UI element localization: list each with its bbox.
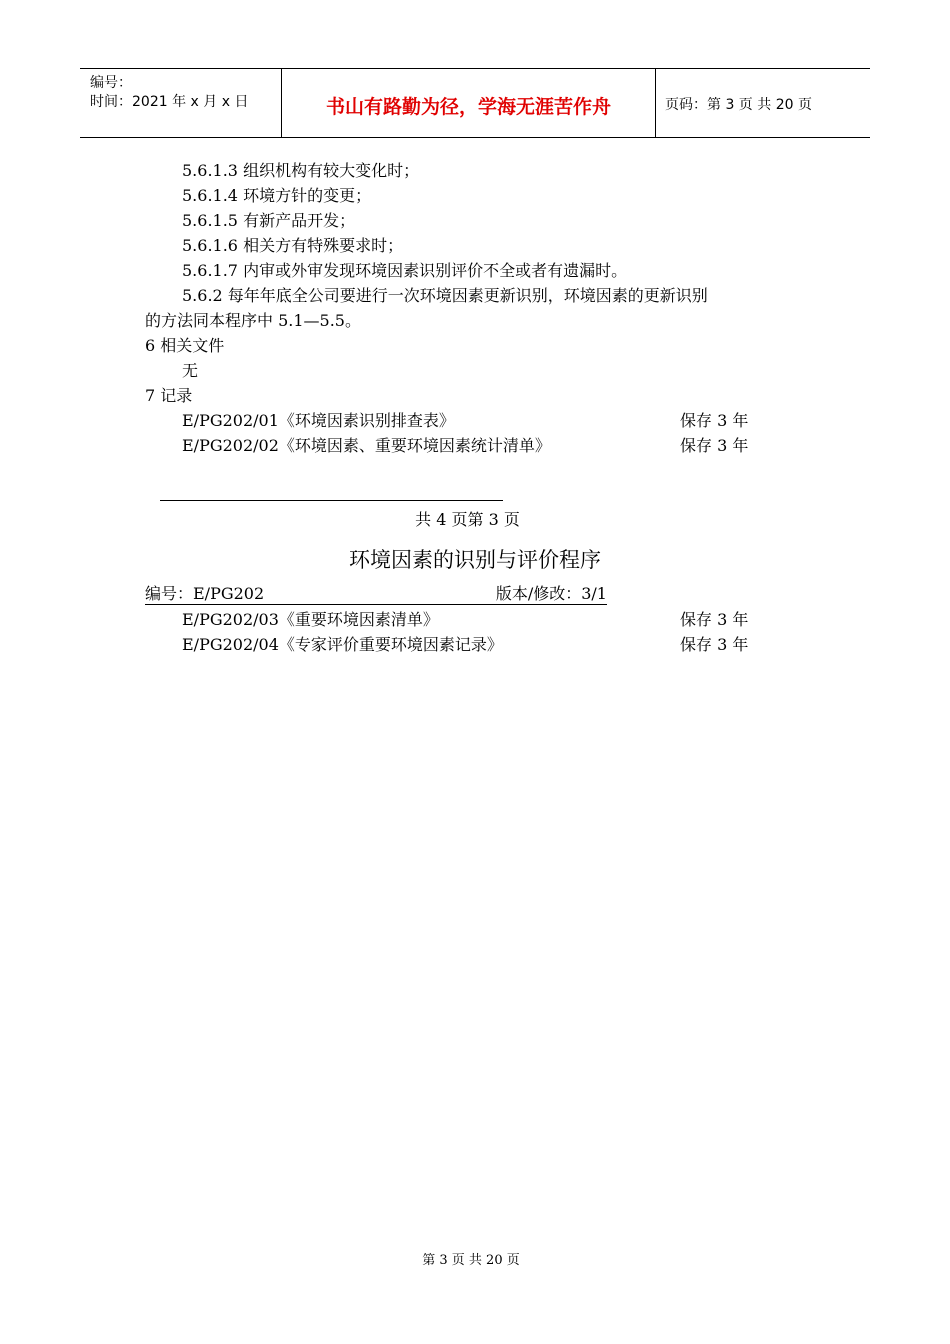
clause-5-6-1-3: 5.6.1.3 组织机构有较大变化时； [182, 161, 420, 180]
record-name: E/PG202/04《专家评价重要环境因素记录》 [182, 635, 503, 654]
record-retention: 保存 3 年 [680, 635, 749, 654]
section-7-heading: 7 记录 [145, 386, 193, 405]
inner-page-marker: 共 4 页第 3 页 [415, 510, 520, 529]
time-label: 时间：2021 年 x 月 x 日 [90, 94, 249, 110]
record-name: E/PG202/02《环境因素、重要环境因素统计清单》 [182, 436, 551, 455]
doc-version: 版本/修改：3/1 [495, 584, 607, 603]
clause-5-6-1-6: 5.6.1.6 相关方有特殊要求时； [182, 236, 404, 255]
header-motto-cell [281, 69, 656, 137]
record-retention: 保存 3 年 [680, 610, 749, 629]
clause-5-6-1-4: 5.6.1.4 环境方针的变更； [182, 186, 372, 205]
record-name: E/PG202/01《环境因素识别排查表》 [182, 411, 455, 430]
record-name: E/PG202/03《重要环境因素清单》 [182, 610, 439, 629]
section-6-heading: 6 相关文件 [145, 336, 225, 355]
clause-5-6-1-5: 5.6.1.5 有新产品开发； [182, 211, 356, 230]
record-retention: 保存 3 年 [680, 436, 749, 455]
page-break-rule [160, 500, 503, 501]
page-footer: 第 3 页 共 20 页 [422, 1253, 520, 1268]
motto-text: 书山有路勤为径，学海无涯苦作舟 [325, 96, 611, 118]
doc-info-line [145, 584, 607, 605]
doc-number: 编号：E/PG202 [145, 584, 265, 603]
header-left-cell [80, 69, 281, 137]
record-retention: 保存 3 年 [680, 411, 749, 430]
doc-title: 环境因素的识别与评价程序 [349, 548, 601, 572]
clause-5-6-2-continued: 的方法同本程序中 5.1—5.5。 [145, 311, 361, 330]
header-page-cell [655, 69, 870, 137]
page-header [80, 68, 870, 138]
header-page-info: 页码：第 3 页 共 20 页 [665, 97, 812, 113]
section-6-content: 无 [182, 361, 199, 380]
clause-5-6-2: 5.6.2 每年年底全公司要进行一次环境因素更新识别，环境因素的更新识别 [182, 286, 708, 305]
doc-number-label: 编号： [90, 75, 132, 91]
clause-5-6-1-7: 5.6.1.7 内审或外审发现环境因素识别评价不全或者有遗漏时。 [182, 261, 628, 280]
